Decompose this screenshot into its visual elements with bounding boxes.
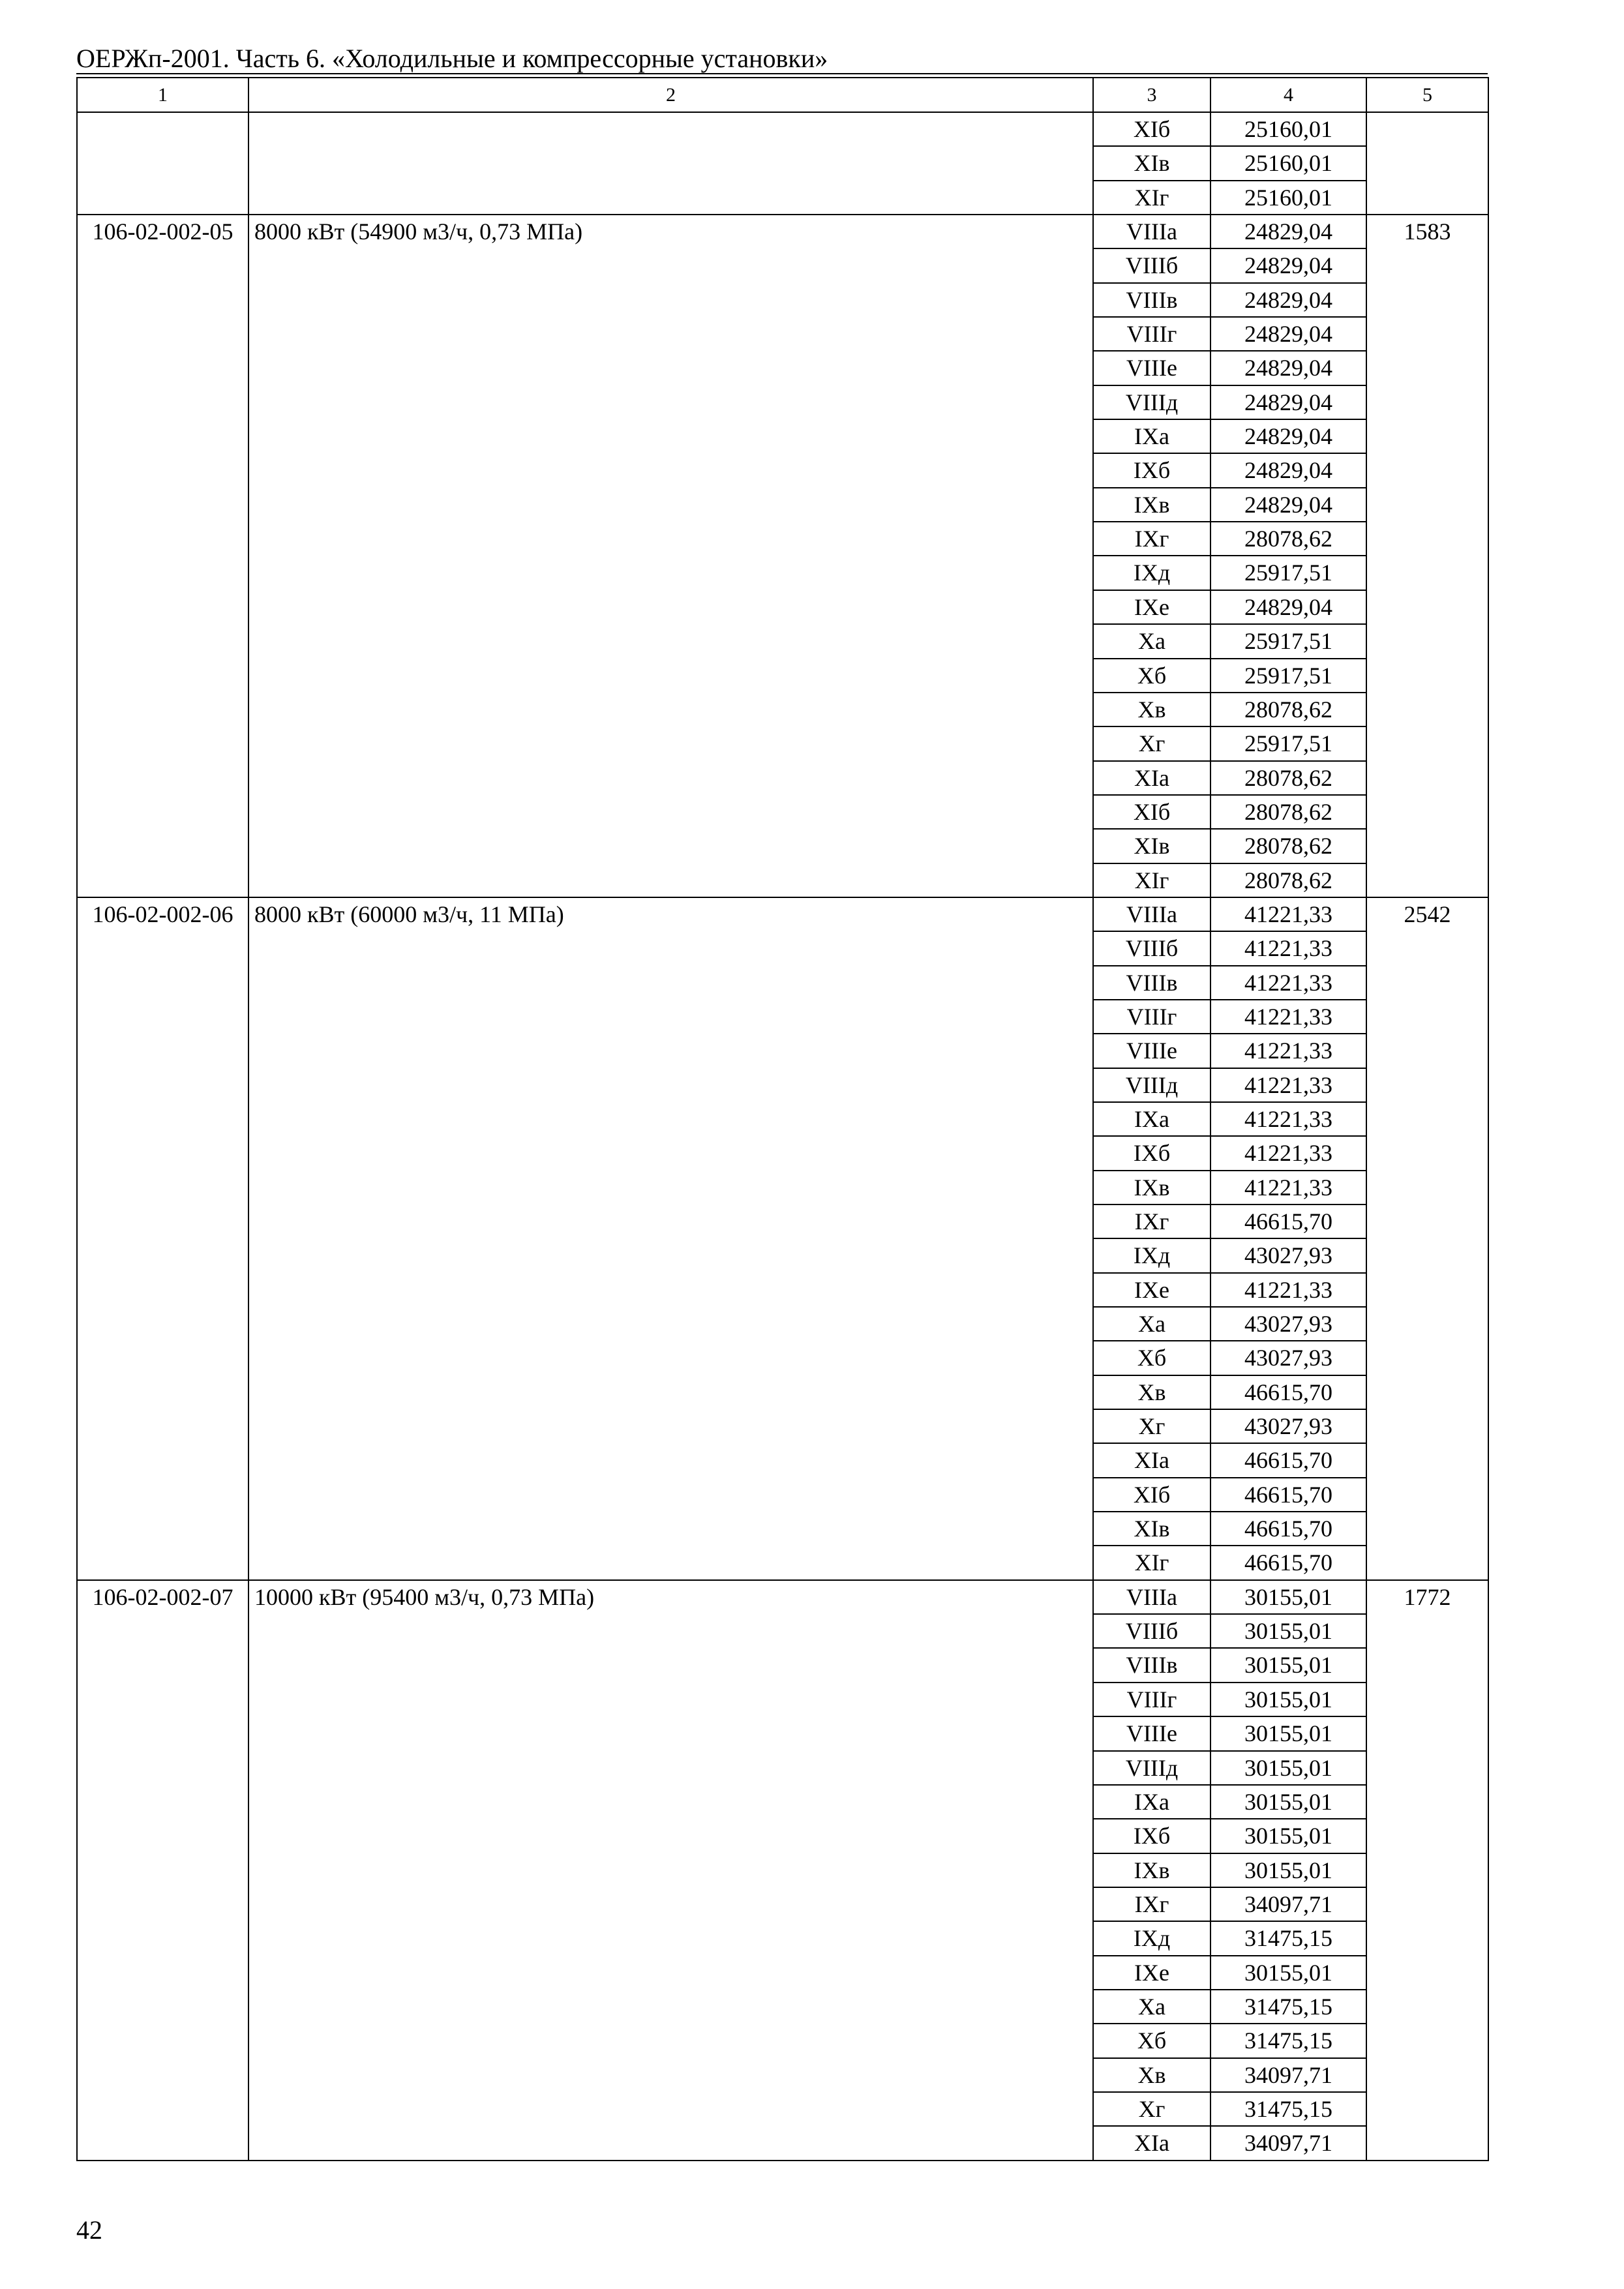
price-cell: 24829,04 [1210, 215, 1366, 248]
price-cell: 31475,15 [1210, 2024, 1366, 2057]
class-cell: XIв [1093, 1512, 1210, 1546]
class-cell: IXг [1093, 522, 1210, 556]
price-cell: 46615,70 [1210, 1546, 1366, 1579]
price-cell: 28078,62 [1210, 863, 1366, 897]
item-description: 8000 кВт (54900 м3/ч, 0,73 МПа) [248, 215, 1093, 897]
price-cell: 41221,33 [1210, 966, 1366, 1000]
price-cell: 30155,01 [1210, 1614, 1366, 1648]
price-cell: 28078,62 [1210, 761, 1366, 795]
price-cell: 24829,04 [1210, 590, 1366, 624]
class-cell: IXе [1093, 1956, 1210, 1990]
item-code: 106-02-002-05 [77, 215, 248, 897]
price-cell: 30155,01 [1210, 1648, 1366, 1682]
price-cell: 41221,33 [1210, 1273, 1366, 1307]
price-cell: 41221,33 [1210, 1102, 1366, 1136]
class-cell: XIб [1093, 1478, 1210, 1512]
price-cell: 24829,04 [1210, 488, 1366, 522]
class-cell: XIв [1093, 146, 1210, 180]
class-cell: IXд [1093, 1921, 1210, 1955]
price-cell: 30155,01 [1210, 1956, 1366, 1990]
class-cell: IXд [1093, 1238, 1210, 1272]
class-cell: Xа [1093, 624, 1210, 658]
item-quantity: 1583 [1366, 215, 1488, 897]
price-cell: 24829,04 [1210, 385, 1366, 419]
class-cell: XIб [1093, 112, 1210, 146]
class-cell: IXб [1093, 453, 1210, 487]
item-description: 8000 кВт (60000 м3/ч, 11 МПа) [248, 897, 1093, 1580]
price-cell: 46615,70 [1210, 1204, 1366, 1238]
price-cell: 46615,70 [1210, 1443, 1366, 1477]
price-cell: 43027,93 [1210, 1307, 1366, 1341]
class-cell: IXд [1093, 556, 1210, 590]
class-cell: XIв [1093, 829, 1210, 863]
class-cell: Xг [1093, 1409, 1210, 1443]
class-cell: VIIIг [1093, 317, 1210, 351]
price-cell: 43027,93 [1210, 1409, 1366, 1443]
class-cell: VIIIа [1093, 1580, 1210, 1614]
price-cell: 25160,01 [1210, 112, 1366, 146]
class-cell: IXв [1093, 488, 1210, 522]
class-cell: Xв [1093, 693, 1210, 726]
price-cell: 31475,15 [1210, 1921, 1366, 1955]
price-cell: 31475,15 [1210, 2092, 1366, 2126]
column-number-2: 2 [248, 78, 1093, 112]
class-cell: IXа [1093, 1785, 1210, 1819]
class-cell: XIг [1093, 1546, 1210, 1579]
price-cell: 24829,04 [1210, 317, 1366, 351]
price-cell: 41221,33 [1210, 897, 1366, 931]
price-cell: 41221,33 [1210, 1171, 1366, 1204]
class-cell: IXг [1093, 1204, 1210, 1238]
class-cell: VIIIг [1093, 1000, 1210, 1034]
price-cell: 34097,71 [1210, 2058, 1366, 2092]
class-cell: VIIIа [1093, 897, 1210, 931]
price-cell: 30155,01 [1210, 1683, 1366, 1716]
price-cell: 46615,70 [1210, 1512, 1366, 1546]
class-cell: XIб [1093, 795, 1210, 829]
item-quantity [1366, 112, 1488, 215]
price-cell: 41221,33 [1210, 1136, 1366, 1170]
column-number-4: 4 [1210, 78, 1366, 112]
class-cell: XIа [1093, 761, 1210, 795]
class-cell: Xб [1093, 659, 1210, 693]
price-cell: 31475,15 [1210, 1990, 1366, 2024]
class-cell: VIIIд [1093, 1751, 1210, 1785]
table-row [77, 897, 1488, 931]
class-cell: Xб [1093, 1341, 1210, 1375]
class-cell: IXб [1093, 1136, 1210, 1170]
class-cell: VIIIе [1093, 1716, 1210, 1750]
page-number: 42 [76, 2215, 102, 2245]
table-row [77, 112, 1488, 146]
table-row [77, 1580, 1488, 1614]
price-cell: 28078,62 [1210, 829, 1366, 863]
class-cell: XIа [1093, 2126, 1210, 2160]
page-title: ОЕРЖп-2001. Часть 6. «Холодильные и компрессорные установки» [76, 44, 828, 73]
item-description [248, 112, 1093, 215]
class-cell: VIIIа [1093, 215, 1210, 248]
price-cell: 28078,62 [1210, 693, 1366, 726]
class-cell: Xа [1093, 1990, 1210, 2024]
class-cell: Xв [1093, 2058, 1210, 2092]
price-cell: 24829,04 [1210, 283, 1366, 317]
class-cell: VIIIб [1093, 1614, 1210, 1648]
class-cell: Xв [1093, 1375, 1210, 1409]
price-cell: 43027,93 [1210, 1238, 1366, 1272]
class-cell: IXа [1093, 419, 1210, 453]
price-cell: 28078,62 [1210, 522, 1366, 556]
class-cell: VIIIе [1093, 1034, 1210, 1068]
class-cell: IXе [1093, 1273, 1210, 1307]
item-description: 10000 кВт (95400 м3/ч, 0,73 МПа) [248, 1580, 1093, 2161]
item-code: 106-02-002-06 [77, 897, 248, 1580]
class-cell: XIа [1093, 1443, 1210, 1477]
class-cell: VIIIе [1093, 351, 1210, 385]
class-cell: VIIIд [1093, 385, 1210, 419]
class-cell: IXв [1093, 1853, 1210, 1887]
price-cell: 43027,93 [1210, 1341, 1366, 1375]
table-body [77, 78, 1488, 2161]
price-cell: 24829,04 [1210, 419, 1366, 453]
price-cell: 30155,01 [1210, 1716, 1366, 1750]
class-cell: VIIIд [1093, 1068, 1210, 1102]
class-cell: IXб [1093, 1819, 1210, 1853]
price-cell: 46615,70 [1210, 1375, 1366, 1409]
price-cell: 30155,01 [1210, 1751, 1366, 1785]
item-quantity: 1772 [1366, 1580, 1488, 2161]
price-cell: 25160,01 [1210, 181, 1366, 215]
class-cell: Xб [1093, 2024, 1210, 2057]
class-cell: Xг [1093, 726, 1210, 760]
title-divider [76, 73, 1488, 74]
rates-table [76, 77, 1489, 2161]
price-cell: 30155,01 [1210, 1853, 1366, 1887]
price-cell: 28078,62 [1210, 795, 1366, 829]
class-cell: IXа [1093, 1102, 1210, 1136]
class-cell: Xг [1093, 2092, 1210, 2126]
price-cell: 30155,01 [1210, 1785, 1366, 1819]
class-cell: IXв [1093, 1171, 1210, 1204]
price-cell: 25917,51 [1210, 726, 1366, 760]
price-cell: 24829,04 [1210, 248, 1366, 282]
price-cell: 24829,04 [1210, 351, 1366, 385]
column-number-row [77, 78, 1488, 112]
class-cell: XIг [1093, 181, 1210, 215]
class-cell: VIIIв [1093, 1648, 1210, 1682]
price-cell: 24829,04 [1210, 453, 1366, 487]
class-cell: Xа [1093, 1307, 1210, 1341]
price-cell: 41221,33 [1210, 1068, 1366, 1102]
class-cell: VIIIб [1093, 248, 1210, 282]
price-cell: 25917,51 [1210, 624, 1366, 658]
price-cell: 34097,71 [1210, 2126, 1366, 2160]
column-number-1: 1 [77, 78, 248, 112]
price-cell: 46615,70 [1210, 1478, 1366, 1512]
price-cell: 41221,33 [1210, 1034, 1366, 1068]
class-cell: VIIIб [1093, 931, 1210, 965]
price-cell: 41221,33 [1210, 1000, 1366, 1034]
item-code: 106-02-002-07 [77, 1580, 248, 2161]
price-cell: 30155,01 [1210, 1819, 1366, 1853]
price-cell: 25160,01 [1210, 146, 1366, 180]
class-cell: VIIIв [1093, 283, 1210, 317]
column-number-3: 3 [1093, 78, 1210, 112]
price-cell: 34097,71 [1210, 1887, 1366, 1921]
class-cell: VIIIг [1093, 1683, 1210, 1716]
table-row [77, 215, 1488, 248]
class-cell: XIг [1093, 863, 1210, 897]
column-number-5: 5 [1366, 78, 1488, 112]
price-cell: 30155,01 [1210, 1580, 1366, 1614]
class-cell: VIIIв [1093, 966, 1210, 1000]
class-cell: IXе [1093, 590, 1210, 624]
price-cell: 25917,51 [1210, 659, 1366, 693]
item-quantity: 2542 [1366, 897, 1488, 1580]
class-cell: IXг [1093, 1887, 1210, 1921]
price-cell: 41221,33 [1210, 931, 1366, 965]
price-cell: 25917,51 [1210, 556, 1366, 590]
item-code [77, 112, 248, 215]
